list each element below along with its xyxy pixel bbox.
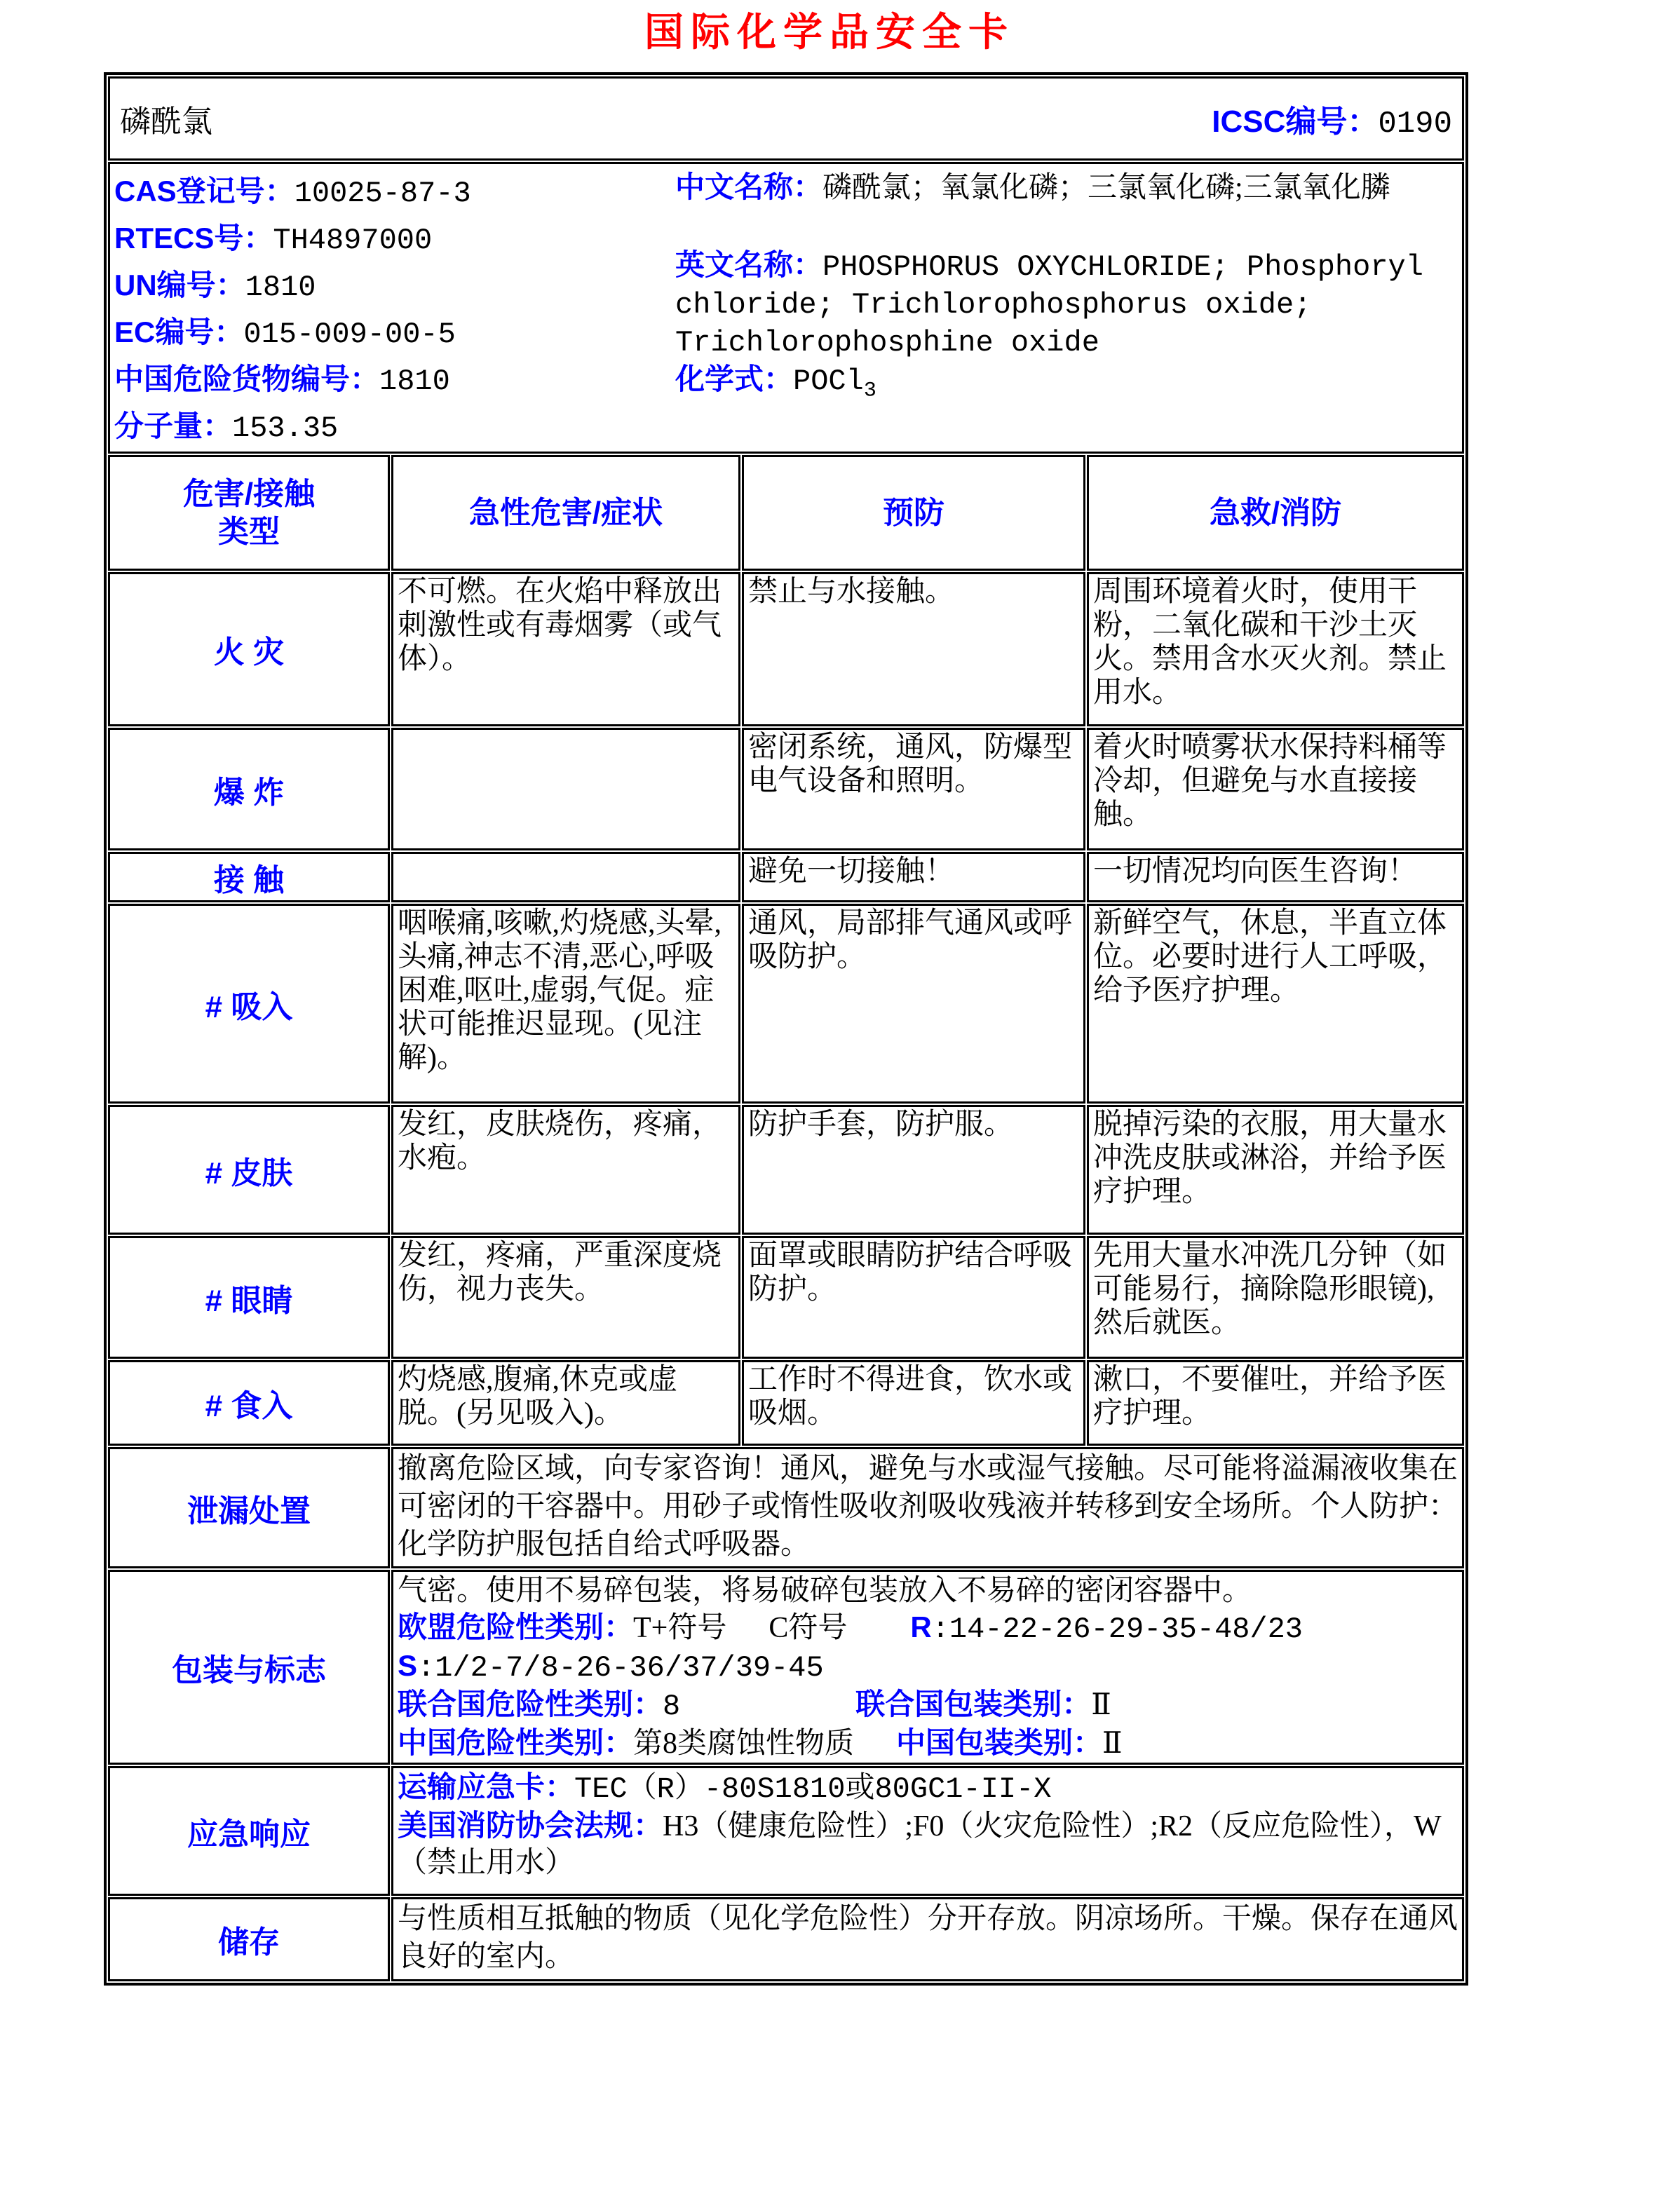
china-hazard-class-label: 中国危险性类别： [398,1726,634,1759]
header-hazard-type: 危害/接触类型 [108,455,390,571]
spill-text: 撤离危险区域，向专家咨询！通风，避免与水或湿气接触。尽可能将溢漏液收集在可密闭的干容器中。用砂子或惰性吸收剂吸收残液并转移到安全场所。个人防护：化学防护服包括自给式呼吸器。 [391,1447,1464,1568]
rtecs-number-value: TH4897000 [273,224,433,257]
formula-line [675,361,1458,409]
skin-label: # 皮肤 [205,1155,293,1190]
contact-symptoms [391,852,740,902]
explosion-symptoms [391,728,740,850]
emergency-label: 应急响应 [187,1817,311,1852]
r-phrases-label: R [910,1610,932,1643]
identifiers [114,165,1458,451]
transport-emergency-card-value: TEC（R）-80S1810或80GC1-II-X [574,1772,1052,1806]
transport-emergency-card-line [398,1769,1458,1807]
contact-label: 接 触 [213,863,285,897]
skin-symptoms: 发红，皮肤烧伤，疼痛，水疱。 [391,1105,740,1235]
ec-number-label: EC编号： [114,315,244,348]
r-phrases-value: :14-22-26-29-35-48/23 [931,1613,1304,1646]
s-phrases-label: S [398,1649,418,1682]
storage-text: 与性质相互抵触的物质（见化学危险性）分开存放。阴凉场所。干燥。保存在通风良好的室内。 [391,1897,1464,1981]
china-dg-number-label: 中国危险货物编号： [114,362,380,395]
storage-label: 储存 [218,1925,280,1960]
un-hazard-class-value: 8 [663,1690,681,1723]
chemical-name: 磷酰氯 [120,104,212,139]
english-names-value: PHOSPHORUS OXYCHLORIDE; Phosphoryl chloride; Trichlorophosphorus oxide; Trichlorophosphine oxide [675,250,1423,360]
rtecs-number-line [114,216,675,263]
row-inhalation [108,904,1464,1104]
eyes-symptoms: 发红，疼痛，严重深度烧伤，视力丧失。 [391,1236,740,1359]
contact-label-cell [108,852,390,902]
contact-firstaid: 一切情况均向医生咨询！ [1087,852,1464,902]
packaging-label-cell [108,1570,390,1765]
icsc-number-value: 0190 [1378,106,1452,142]
inhalation-prevention: 通风，局部排气通风或呼吸防护。 [742,904,1085,1104]
packaging-line1: 气密。使用不易碎包装，将易破碎包装放入不易碎的密闭容器中。 [398,1575,1252,1607]
cell-identifiers [108,162,1464,454]
packaging-content [391,1570,1464,1765]
explosion-label: 爆 炸 [213,775,285,810]
icsc-card [104,72,1463,1986]
china-hazard-class-value: 第8类腐蚀性物质 [633,1728,855,1760]
emergency-label-cell [108,1766,390,1896]
cas-number-label: CAS登记号： [114,175,294,208]
cas-number-line [114,169,675,216]
row-skin [108,1105,1464,1235]
cas-number-value: 10025-87-3 [294,177,471,210]
ec-number-line [114,310,675,357]
row-table-header [108,455,1464,571]
fire-firstaid: 周围环境着火时，使用干粉，二氧化碳和干沙土灭火。禁用含水灭火剂。禁止用水。 [1087,572,1464,726]
s-phrases-value: :1/2-7/8-26-36/37/39-45 [417,1651,824,1685]
molecular-weight-label: 分子量： [114,409,233,442]
nfpa-code-label: 美国消防协会法规： [398,1809,663,1842]
ingestion-symptoms: 灼烧感,腹痛,休克或虚脱。(另见吸入)。 [391,1360,740,1446]
nfpa-code-value: H3（健康危险性）;F0（火灾危险性）;R2（反应危险性），W （禁止用水） [398,1810,1441,1879]
packaging-eu-line [398,1609,1458,1648]
packaging-s-line [398,1648,1458,1686]
page-title: 国际化学品安全卡 [644,11,1015,55]
eu-hazard-class-label: 欧盟危险性类别： [398,1610,634,1643]
rtecs-number-label: RTECS号： [114,222,273,255]
ec-number-value: 015-009-00-5 [243,318,456,351]
inhalation-firstaid: 新鲜空气，休息，半直立体位。必要时进行人工呼吸，给予医疗护理。 [1087,904,1464,1104]
english-names-line [675,247,1458,361]
eyes-label-cell [108,1236,390,1359]
icsc-number-label: ICSC编号： [1212,104,1379,139]
fire-prevention: 禁止与水接触。 [742,572,1085,726]
eyes-label: # 眼睛 [205,1283,293,1318]
header-firstaid-firefighting: 急救/消防 [1087,455,1464,571]
eu-hazard-symbol-1: T+符号 [633,1612,727,1644]
un-packing-group-label: 联合国包装类别： [855,1688,1092,1721]
un-packing-group-value: Ⅱ [1091,1689,1111,1721]
china-packing-group-value: Ⅱ [1102,1728,1123,1760]
icsc-table [104,72,1468,1986]
china-packing-group-label: 中国包装类别： [896,1726,1103,1759]
fire-label: 火 灾 [213,635,285,670]
un-number-label: UN编号： [114,269,245,301]
contact-prevention: 避免一切接触！ [742,852,1085,902]
identifiers-left [114,169,675,451]
un-number-value: 1810 [245,271,316,304]
identifiers-right [675,169,1458,451]
row-eyes [108,1236,1464,1359]
molecular-weight-value: 153.35 [232,412,339,445]
storage-label-cell [108,1897,390,1981]
eyes-prevention: 面罩或眼睛防护结合呼吸防护。 [742,1236,1085,1359]
header-prevention: 预防 [742,455,1085,571]
row-identifiers [108,162,1464,454]
ingestion-prevention: 工作时不得进食，饮水或吸烟。 [742,1360,1085,1446]
row-spill-disposal [108,1447,1464,1568]
formula-value: POCl$_3$ [793,365,876,403]
packaging-un-line [398,1686,1458,1725]
ingestion-label: # 食入 [205,1389,293,1423]
chinese-names-label: 中文名称： [675,170,823,203]
ingestion-firstaid: 漱口，不要催吐，并给予医疗护理。 [1087,1360,1464,1446]
icsc-number-group [1212,96,1452,142]
cell-chemical-name [108,76,1464,161]
inhalation-label: # 吸入 [205,989,293,1024]
molecular-weight-line [114,404,675,451]
packaging-cn-line [398,1725,1458,1762]
row-contact [108,852,1464,902]
packaging-label: 包装与标志 [172,1653,326,1688]
china-dg-number-line [114,357,675,404]
eu-hazard-symbol-2: C符号 [768,1612,848,1644]
english-names-label: 英文名称： [675,248,823,281]
row-chemical-name [108,76,1464,161]
transport-emergency-card-label: 运输应急卡： [398,1770,575,1803]
explosion-prevention: 密闭系统，通风，防爆型电气设备和照明。 [742,728,1085,850]
china-dg-number-value: 1810 [379,365,450,398]
formula-label: 化学式： [675,362,794,395]
row-explosion [108,728,1464,850]
row-packaging-labelling [108,1570,1464,1765]
ingestion-label-cell [108,1360,390,1446]
row-emergency-response [108,1766,1464,1896]
spill-label-cell [108,1447,390,1568]
explosion-label-cell [108,728,390,850]
explosion-firstaid: 着火时喷雾状水保持料桶等冷却，但避免与水直接接触。 [1087,728,1464,850]
header-acute-symptoms: 急性危害/症状 [391,455,740,571]
row-storage [108,1897,1464,1981]
formula-subscript: 3 [863,379,876,403]
inhalation-label-cell [108,904,390,1104]
chinese-names-value: 磷酰氯；氧氯化磷；三氯氧化磷;三氯氧化膦 [822,172,1390,204]
un-number-line [114,263,675,310]
namebar [114,96,1458,142]
un-hazard-class-label: 联合国危险性类别： [398,1688,663,1721]
skin-prevention: 防护手套，防护服。 [742,1105,1085,1235]
spill-label: 泄漏处置 [187,1493,311,1528]
row-fire [108,572,1464,726]
fire-label-cell [108,572,390,726]
row-ingestion [108,1360,1464,1446]
nfpa-code-line [398,1807,1458,1881]
skin-label-cell [108,1105,390,1235]
emergency-content [391,1766,1464,1896]
skin-firstaid: 脱掉污染的衣服，用大量水冲洗皮肤或淋浴，并给予医疗护理。 [1087,1105,1464,1235]
eyes-firstaid: 先用大量水冲洗几分钟（如可能易行，摘除隐形眼镜),然后就医。 [1087,1236,1464,1359]
fire-symptoms: 不可燃。在火焰中释放出刺激性或有毒烟雾（或气体）。 [391,572,740,726]
inhalation-symptoms: 咽喉痛,咳嗽,灼烧感,头晕,头痛,神志不清,恶心,呼吸困难,呕吐,虚弱,气促。症状可能推迟显现。(见注解)。 [391,904,740,1104]
chinese-names-line [675,169,1458,206]
